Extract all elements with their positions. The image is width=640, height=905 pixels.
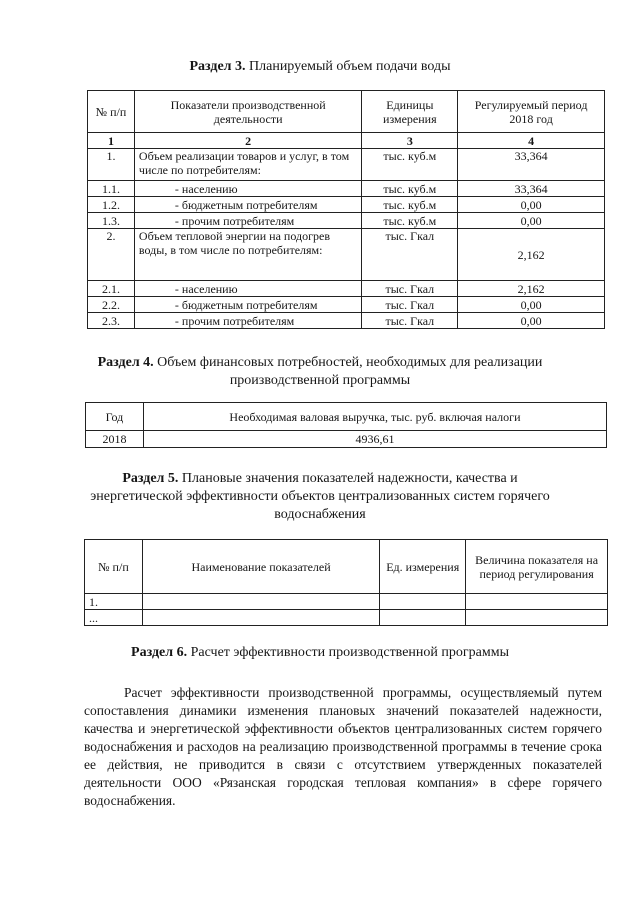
section5-title: Раздел 5. Плановые значения показателей надежности, качества и энергетической эффективности объектов централизованных систем горячего водоснабжения [90,471,550,522]
table-row: 2. Объем тепловой энергии на подогрев воды, в том числе по потребителям: тыс. Гкал 2,162 [88,229,605,281]
section6-title: Раздел 6. Расчет эффективности производственной программы [131,645,509,660]
efficiency-paragraph: Расчет эффективности производственной программы, осуществляемый путем сопоставления динамики изменения плановых значений показателей надежности, качества и энергетической эффективности объектов централизованных систем горячего водоснабжения и расходов на реализацию производственной программы в течение срока ее действия, не приводится в связи с отсутствием утвержденных показателей деятельности ООО «Рязанская городская тепловая компания» в сфере горячего водоснабжения. [84,685,602,808]
section3-title: Раздел 3. Планируемый объем подачи воды [189,59,451,74]
water-supply-table [87,90,605,329]
table-row: 1.1. - населению тыс. куб.м 33,364 [88,181,605,197]
financial-needs-table [85,402,607,448]
table-row: 1. Объем реализации товаров и услуг, в том числе по потребителям: тыс. куб.м 33,364 [88,149,605,181]
table-row: ... [85,610,608,626]
column-number-row: 1 2 3 4 [88,133,605,149]
table-header-row: № п/п Наименование показателей Ед. измерения Величина показателя на период регулирования [85,540,608,594]
table-row: 2.3. - прочим потребителям тыс. Гкал 0,00 [88,313,605,329]
table-row: 1.3. - прочим потребителям тыс. куб.м 0,00 [88,213,605,229]
table-header-row: № п/п Показатели производственной деятельности Единицы измерения Регулируемый период 2018 год [88,91,605,133]
table-row: 2.1. - населению тыс. Гкал 2,162 [88,281,605,297]
table-header-row: Год Необходимая валовая выручка, тыс. руб. включая налоги [86,403,607,431]
reliability-indicators-table [84,539,608,626]
table-row: 1.2. - бюджетным потребителям тыс. куб.м 0,00 [88,197,605,213]
table-row: 1. [85,594,608,610]
table-row: 2.2. - бюджетным потребителям тыс. Гкал 0,00 [88,297,605,313]
table-row: 2018 4936,61 [86,431,607,448]
section4-title: Раздел 4. Объем финансовых потребностей, необходимых для реализации производственной программы [97,355,543,388]
